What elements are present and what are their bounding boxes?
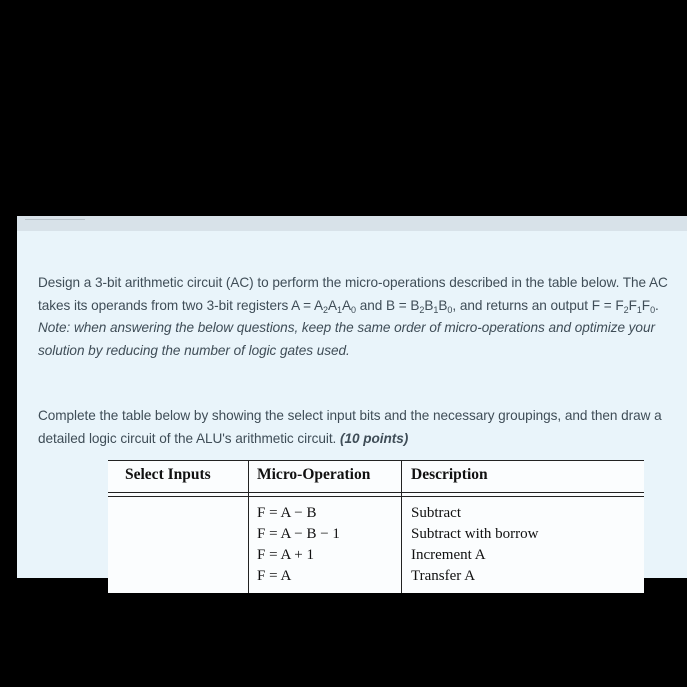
description-cell: Subtract with borrow xyxy=(411,526,539,542)
question-panel xyxy=(17,216,687,584)
note-text: Note: when answering the below questions, keep the same order of micro-operations and optimize your solution by reducing the number of logic gates used. xyxy=(38,320,655,358)
panel-top-mark xyxy=(25,213,85,220)
points-label: (10 points) xyxy=(340,430,409,446)
description-cell: Subtract xyxy=(411,505,461,521)
micro-operation-cell: F = A − B − 1 xyxy=(257,526,340,542)
table-col-divider-2 xyxy=(401,460,402,593)
question-paragraph-2: Complete the table below by showing the select input bits and the necessary groupings, and then draw a detailed logic circuit of the ALU's arithmetic circuit. (10 points) xyxy=(38,408,662,446)
description-cell: Increment A xyxy=(411,547,486,563)
table-top-rule xyxy=(108,460,644,461)
header-micro-operation: Micro-Operation xyxy=(257,466,371,483)
header-description: Description xyxy=(411,466,488,483)
table-header-rule xyxy=(108,492,644,493)
micro-operations-table xyxy=(108,460,644,593)
micro-operation-cell: F = A + 1 xyxy=(257,547,314,563)
micro-operation-cell: F = A − B xyxy=(257,505,317,521)
question-card xyxy=(17,231,687,584)
description-cell: Transfer A xyxy=(411,568,476,584)
question-paragraph-1: Design a 3-bit arithmetic circuit (AC) to perform the micro-operations described in the table below. The AC takes its operands from two 3-bit registers $A = A_2A_1A_0$ and $B = B_2B_1B_0$, and returns an output $F = F_2F_1F_0$. Note: when answering the below questions, keep the same order of micro-operations and optimize your solution by reducing the number of logic gates used. xyxy=(38,275,668,358)
panel-top-strip xyxy=(17,216,687,231)
header-select-inputs: Select Inputs xyxy=(125,466,211,483)
table-col-divider-1 xyxy=(248,460,249,593)
table-header-rule-2 xyxy=(108,496,644,497)
micro-operation-cell: F = A xyxy=(257,568,292,584)
